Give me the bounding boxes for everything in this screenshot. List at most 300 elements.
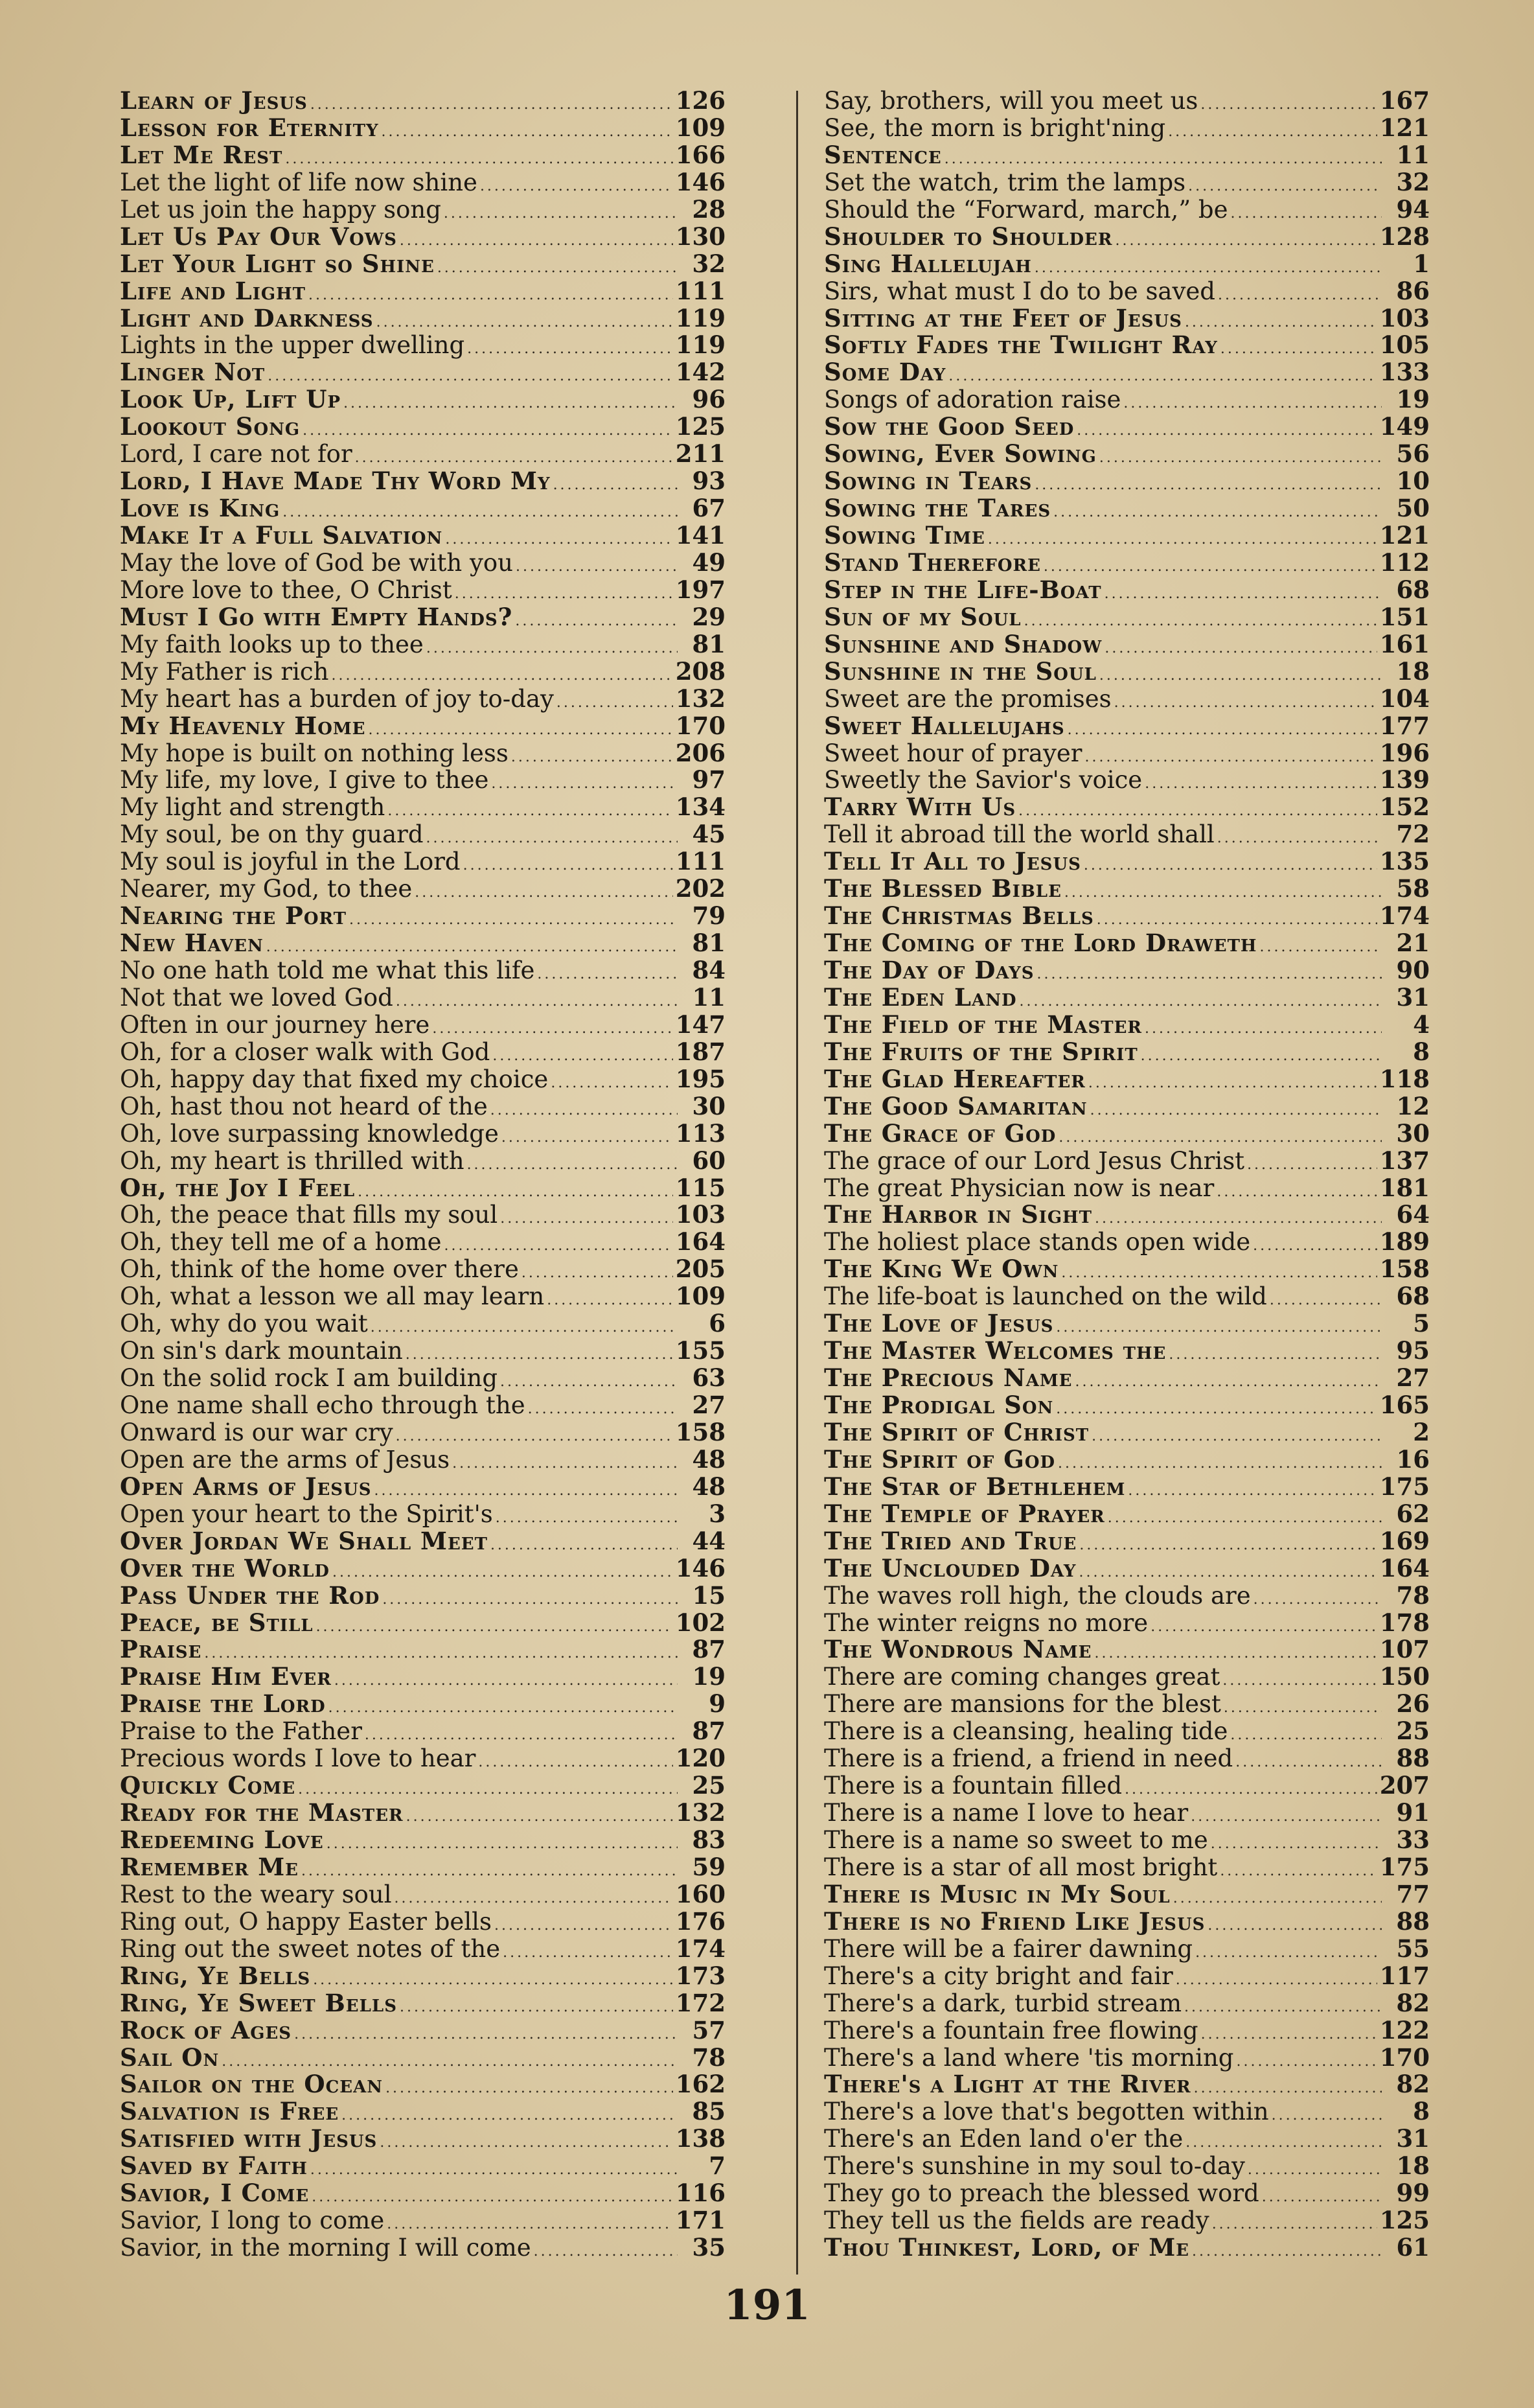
- dot-leader: [1169, 1341, 1382, 1369]
- entry-page-number: 27: [1396, 1363, 1430, 1393]
- entry-page-number: 11: [1396, 140, 1430, 169]
- dot-leader: [1235, 1749, 1382, 1776]
- entry-title: Ring, Ye Bells: [120, 1961, 311, 1990]
- index-entry: [120, 604, 726, 631]
- entry-page-number: 8: [1413, 2097, 1430, 2126]
- entry-title: Oh, why do you wait: [120, 1310, 368, 1338]
- index-entry: [120, 1229, 726, 1256]
- entry-page-number: 72: [1396, 820, 1430, 849]
- index-entry: [824, 169, 1430, 196]
- entry-page-number: 68: [1396, 575, 1430, 604]
- entry-title: Ring out, O happy Easter bells: [120, 1907, 492, 1936]
- dot-leader: [1092, 1423, 1382, 1450]
- entry-page-number: 97: [692, 765, 726, 794]
- entry-title: There's a dark, turbid stream: [824, 1989, 1182, 2017]
- entry-title: One name shall echo through the: [120, 1391, 525, 1419]
- index-entry: [120, 1392, 726, 1419]
- entry-page-number: 141: [675, 521, 726, 550]
- entry-title: Oh, hast thou not heard of the: [120, 1092, 488, 1120]
- entry-page-number: 146: [675, 1553, 726, 1582]
- entry-title: Ready for the Master: [120, 1798, 404, 1827]
- dot-leader: [382, 1586, 678, 1614]
- dot-leader: [1035, 472, 1382, 499]
- entry-page-number: 91: [1396, 1798, 1430, 1827]
- index-entry: [120, 1528, 726, 1555]
- entry-title: Often in our journey here: [120, 1010, 430, 1039]
- index-entry: [824, 1175, 1430, 1202]
- index-entry: [120, 278, 726, 305]
- index-entry: [120, 1827, 726, 1854]
- entry-title: The life-boat is launched on the wild: [824, 1282, 1267, 1311]
- index-entry: [120, 2098, 726, 2125]
- entry-page-number: 133: [1379, 358, 1430, 387]
- entry-title: The Prodigal Son: [824, 1391, 1054, 1419]
- dot-leader: [1108, 1505, 1382, 1532]
- entry-title: Ring, Ye Sweet Bells: [120, 1988, 397, 2017]
- dot-leader: [1272, 2102, 1382, 2129]
- entry-page-number: 25: [1396, 1717, 1430, 1746]
- entry-title: Lights in the upper dwelling: [120, 331, 465, 360]
- entry-title: Tell It All to Jesus: [824, 847, 1081, 876]
- entry-title: Sailor on the Ocean: [120, 2070, 384, 2099]
- index-entry: [824, 740, 1430, 767]
- entry-page-number: 116: [675, 2179, 726, 2208]
- entry-title: The Temple of Prayer: [824, 1499, 1105, 1528]
- dot-leader: [1191, 1803, 1382, 1831]
- dot-leader: [463, 852, 673, 879]
- dot-leader: [1200, 91, 1377, 119]
- entry-title: Look Up, Lift Up: [120, 385, 341, 414]
- index-entry: [824, 2207, 1430, 2234]
- index-entry: [824, 550, 1430, 577]
- entry-page-number: 119: [675, 303, 726, 332]
- entry-page-number: 32: [1396, 167, 1430, 196]
- entry-page-number: 79: [692, 901, 726, 931]
- index-entry: [824, 2234, 1430, 2262]
- entry-page-number: 169: [1379, 1526, 1430, 1555]
- dot-leader: [328, 1695, 678, 1722]
- entry-title: Sunshine in the Soul: [824, 656, 1097, 686]
- index-entry: [824, 495, 1430, 522]
- entry-page-number: 135: [1379, 847, 1430, 876]
- index-entry: [120, 1501, 726, 1528]
- index-entry: [120, 1256, 726, 1283]
- entry-page-number: 134: [675, 793, 726, 822]
- index-entry: [120, 332, 726, 359]
- dot-leader: [556, 689, 673, 717]
- index-entry: [120, 1908, 726, 1936]
- index-entry: [120, 1881, 726, 1908]
- entry-title: Make It a Full Salvation: [120, 521, 443, 550]
- entry-page-number: 105: [1379, 330, 1430, 360]
- dot-leader: [1037, 961, 1382, 988]
- entry-page-number: 111: [675, 847, 726, 876]
- index-entry: [120, 115, 726, 142]
- entry-page-number: 161: [1379, 629, 1430, 658]
- page-number: 191: [724, 2281, 810, 2330]
- entry-page-number: 48: [692, 1472, 726, 1501]
- dot-leader: [1211, 1831, 1382, 1858]
- index-entry: [120, 2207, 726, 2234]
- dot-leader: [334, 1667, 678, 1695]
- entry-title: Oh, happy day that fixed my choice: [120, 1065, 549, 1093]
- entry-page-number: 170: [1379, 2043, 1430, 2072]
- entry-title: Salvation is Free: [120, 2097, 339, 2126]
- dot-leader: [1217, 1179, 1377, 1206]
- entry-title: The Blessed Bible: [824, 874, 1062, 903]
- dot-leader: [553, 472, 678, 499]
- dot-leader: [501, 1124, 673, 1152]
- dot-leader: [1084, 852, 1377, 879]
- entry-page-number: 138: [675, 2124, 726, 2153]
- index-entry: [120, 87, 726, 115]
- index-entry: [120, 2180, 726, 2207]
- entry-page-number: 175: [1379, 1472, 1430, 1501]
- entry-title: Oh, the peace that fills my soul: [120, 1201, 498, 1229]
- entry-page-number: 171: [675, 2206, 726, 2235]
- entry-title: Not that we loved God: [120, 983, 393, 1012]
- entry-page-number: 115: [675, 1173, 726, 1202]
- index-entry: [120, 1310, 726, 1337]
- entry-page-number: 26: [1396, 1689, 1430, 1719]
- index-entry: [120, 1800, 726, 1827]
- entry-page-number: 187: [675, 1037, 726, 1066]
- entry-title: Tell it abroad till the world shall: [824, 820, 1215, 849]
- entry-page-number: 35: [692, 2233, 726, 2262]
- dot-leader: [1141, 1043, 1382, 1070]
- entry-page-number: 155: [675, 1336, 726, 1365]
- index-entry: [824, 658, 1430, 686]
- index-entry: [824, 1039, 1430, 1066]
- entry-title: Praise: [120, 1635, 202, 1664]
- entry-title: Praise to the Father: [120, 1717, 362, 1746]
- entry-title: There is a name I love to hear: [824, 1799, 1189, 1827]
- entry-page-number: 99: [1396, 2179, 1430, 2208]
- index-entry: [824, 332, 1430, 359]
- entry-page-number: 6: [709, 1309, 726, 1338]
- entry-title: Let the light of life now shine: [120, 168, 477, 196]
- index-entry: [824, 1201, 1430, 1229]
- entry-page-number: 149: [1379, 412, 1430, 441]
- entry-title: There is no Friend Like Jesus: [824, 1906, 1206, 1936]
- entry-title: Remember Me: [120, 1852, 299, 1881]
- entry-page-number: 18: [1396, 656, 1430, 686]
- index-entry: [120, 1093, 726, 1120]
- dot-leader: [1218, 282, 1382, 309]
- index-entry: [120, 169, 726, 196]
- entry-title: There's a love that's begotten within: [824, 2098, 1269, 2126]
- entry-title: Oh, they tell me of a home: [120, 1228, 442, 1256]
- entry-title: Quickly Come: [120, 1771, 296, 1800]
- index-entry: [120, 1283, 726, 1310]
- dot-leader: [1168, 119, 1377, 146]
- entry-page-number: 103: [675, 1200, 726, 1229]
- entry-page-number: 56: [1396, 439, 1430, 469]
- entry-page-number: 88: [1396, 1744, 1430, 1773]
- entry-page-number: 94: [1396, 194, 1430, 224]
- index-entry: [120, 1419, 726, 1446]
- entry-title: Precious words I love to hear: [120, 1744, 476, 1773]
- dot-leader: [1128, 1477, 1377, 1505]
- entry-title: New Haven: [120, 929, 264, 958]
- entry-title: The holiest place stands open wide: [824, 1228, 1251, 1256]
- dot-leader: [1222, 1667, 1377, 1695]
- entry-title: On sin's dark mountain: [120, 1337, 403, 1365]
- dot-leader: [426, 635, 678, 662]
- index-entry: [824, 713, 1430, 740]
- index-entry: [120, 1854, 726, 1881]
- dot-leader: [341, 2102, 678, 2129]
- entry-title: Light and Darkness: [120, 303, 374, 332]
- entry-page-number: 86: [1396, 276, 1430, 305]
- entry-page-number: 121: [1379, 521, 1430, 550]
- index-entry: [120, 794, 726, 821]
- dot-leader: [1224, 1695, 1382, 1722]
- dot-leader: [310, 2157, 678, 2184]
- entry-page-number: 132: [675, 684, 726, 713]
- entry-page-number: 103: [1379, 303, 1430, 332]
- index-entry: [120, 2153, 726, 2180]
- index-entry: [120, 196, 726, 224]
- dot-leader: [1220, 1858, 1377, 1885]
- dot-leader: [1220, 336, 1377, 363]
- dot-leader: [1056, 1396, 1377, 1423]
- entry-page-number: 170: [675, 711, 726, 740]
- dot-leader: [478, 1749, 672, 1776]
- entry-page-number: 211: [675, 439, 726, 469]
- index-entry: [120, 1148, 726, 1175]
- entry-title: They go to preach the blessed word: [824, 2179, 1259, 2208]
- index-entry: [824, 1337, 1430, 1365]
- entry-page-number: 7: [709, 2151, 726, 2181]
- entry-title: The Eden Land: [824, 982, 1017, 1012]
- entry-title: There's an Eden land o'er the: [824, 2125, 1184, 2153]
- dot-leader: [1064, 879, 1382, 907]
- entry-page-number: 122: [1379, 2015, 1430, 2044]
- entry-title: My hope is built on nothing less: [120, 739, 509, 767]
- index-entry: [824, 1582, 1430, 1610]
- index-entry: [120, 142, 726, 169]
- entry-title: Lookout Song: [120, 412, 301, 441]
- index-entry: [824, 2098, 1430, 2125]
- index-entry: [120, 468, 726, 495]
- dot-leader: [1075, 1369, 1382, 1396]
- index-entry: [824, 1881, 1430, 1908]
- index-entry: [120, 550, 726, 577]
- entry-title: There is a star of all most bright: [824, 1853, 1218, 1881]
- dot-leader: [1115, 227, 1377, 255]
- entry-page-number: 67: [692, 494, 726, 523]
- entry-page-number: 31: [1396, 982, 1430, 1012]
- entry-title: Praise the Lord: [120, 1689, 326, 1719]
- index-entry: [824, 1310, 1430, 1337]
- entry-page-number: 82: [1396, 1988, 1430, 2017]
- entry-page-number: 87: [692, 1717, 726, 1746]
- entry-title: Sweet hour of prayer: [824, 739, 1082, 767]
- dot-leader: [444, 200, 678, 227]
- entry-title: Ring out the sweet notes of the: [120, 1934, 501, 1963]
- entry-title: Sowing, Ever Sowing: [824, 439, 1097, 469]
- dot-leader: [496, 1505, 678, 1532]
- entry-title: The Harbor in Sight: [824, 1200, 1092, 1229]
- entry-page-number: 16: [1396, 1444, 1430, 1474]
- entry-page-number: 19: [692, 1662, 726, 1691]
- index-entry: [120, 740, 726, 767]
- index-entry: [120, 1446, 726, 1474]
- entry-title: The Glad Hereafter: [824, 1064, 1086, 1093]
- dot-leader: [511, 744, 673, 771]
- entry-page-number: 165: [1379, 1391, 1430, 1419]
- entry-title: Open are the arms of Jesus: [120, 1445, 450, 1474]
- entry-title: There is a name so sweet to me: [824, 1826, 1208, 1854]
- dot-leader: [382, 119, 673, 146]
- entry-title: On the solid rock I am building: [120, 1364, 498, 1393]
- dot-leader: [1079, 1532, 1377, 1559]
- index-entry: [824, 87, 1430, 115]
- entry-page-number: 45: [692, 820, 726, 849]
- entry-title: Saved by Faith: [120, 2151, 308, 2181]
- entry-title: Savior, in the morning I will come: [120, 2234, 531, 2262]
- entry-title: Linger Not: [120, 358, 266, 387]
- dot-leader: [1077, 417, 1377, 445]
- entry-title: Say, brothers, will you meet us: [824, 87, 1198, 115]
- entry-title: Nearer, my God, to thee: [120, 875, 413, 903]
- index-column-left: [120, 87, 726, 2262]
- index-entry: [120, 577, 726, 604]
- entry-title: Redeeming Love: [120, 1825, 324, 1854]
- entry-title: Thou Thinkest, Lord, of Me: [824, 2233, 1189, 2262]
- index-entry: [120, 1636, 726, 1663]
- entry-title: Let Your Light so Shine: [120, 249, 435, 278]
- index-entry: [824, 2044, 1430, 2072]
- entry-title: Should the “Forward, march,” be: [824, 195, 1228, 224]
- entry-page-number: 137: [1379, 1146, 1430, 1175]
- entry-title: The Grace of God: [824, 1118, 1057, 1148]
- index-entry: [120, 957, 726, 984]
- entry-page-number: 82: [1396, 2070, 1430, 2099]
- entry-page-number: 78: [692, 2043, 726, 2072]
- entry-page-number: 142: [675, 358, 726, 387]
- dot-leader: [294, 2021, 678, 2048]
- entry-page-number: 61: [1396, 2233, 1430, 2262]
- entry-page-number: 196: [1379, 738, 1430, 767]
- dot-leader: [503, 1939, 673, 1967]
- index-entry: [120, 441, 726, 468]
- entry-page-number: 109: [675, 1282, 726, 1311]
- entry-title: The Christmas Bells: [824, 901, 1094, 931]
- entry-page-number: 150: [1379, 1662, 1430, 1691]
- entry-title: Oh, think of the home over there: [120, 1255, 519, 1284]
- entry-title: My Heavenly Home: [120, 711, 366, 740]
- entry-title: The Precious Name: [824, 1363, 1073, 1393]
- dot-leader: [491, 770, 678, 798]
- index-column-right: [824, 87, 1430, 2262]
- dot-leader: [437, 255, 678, 282]
- entry-page-number: 83: [692, 1825, 726, 1854]
- dot-leader: [1099, 445, 1382, 472]
- entry-page-number: 126: [675, 86, 726, 115]
- entry-page-number: 87: [692, 1635, 726, 1664]
- entry-title: Step in the Life-Boat: [824, 575, 1102, 604]
- dot-leader: [385, 2075, 673, 2102]
- entry-page-number: 139: [1379, 765, 1430, 794]
- entry-title: My faith looks up to thee: [120, 630, 424, 658]
- entry-page-number: 55: [1396, 1934, 1430, 1963]
- entry-page-number: 113: [675, 1118, 726, 1148]
- index-entry: [120, 1039, 726, 1066]
- entry-title: There's a city bright and fair: [824, 1962, 1173, 1990]
- entry-page-number: 12: [1396, 1091, 1430, 1120]
- index-entry: [120, 1474, 726, 1501]
- entry-title: Sweet are the promises: [824, 684, 1112, 713]
- index-entry: [120, 386, 726, 413]
- entry-title: Peace, be Still: [120, 1608, 314, 1637]
- entry-title: The Day of Days: [824, 956, 1035, 984]
- entry-title: Life and Light: [120, 276, 306, 305]
- dot-leader: [406, 1803, 673, 1831]
- dot-leader: [1270, 1287, 1382, 1314]
- entry-page-number: 88: [1396, 1906, 1430, 1936]
- entry-page-number: 30: [692, 1091, 726, 1120]
- index-entry: [824, 604, 1430, 631]
- entry-title: The Good Samaritan: [824, 1091, 1088, 1120]
- entry-page-number: 176: [675, 1906, 726, 1936]
- entry-page-number: 4: [1413, 1010, 1430, 1039]
- entry-page-number: 96: [692, 385, 726, 414]
- entry-page-number: 8: [1413, 1037, 1430, 1066]
- index-entry: [824, 1256, 1430, 1283]
- dot-leader: [490, 1097, 678, 1124]
- index-entry: [824, 359, 1430, 386]
- index-entry: [824, 1365, 1430, 1392]
- index-entry: [120, 930, 726, 957]
- index-entry: [120, 1610, 726, 1637]
- dot-leader: [1192, 2238, 1382, 2265]
- entry-title: Sweet Hallelujahs: [824, 711, 1065, 740]
- index-entry: [824, 686, 1430, 713]
- entry-page-number: 120: [675, 1744, 726, 1773]
- index-entry: [824, 930, 1430, 957]
- entry-title: Lord, I care not for: [120, 440, 352, 469]
- entry-page-number: 78: [1396, 1580, 1430, 1610]
- entry-title: My heart has a burden of joy to-day: [120, 684, 554, 713]
- index-entry: [824, 386, 1430, 413]
- index-entry: [824, 903, 1430, 930]
- index-entry: [120, 1066, 726, 1093]
- entry-title: Savior, I long to come: [120, 2206, 385, 2235]
- entry-page-number: 158: [1379, 1255, 1430, 1284]
- dot-leader: [480, 173, 673, 200]
- entry-title: The waves roll high, the clouds are: [824, 1581, 1251, 1610]
- index-entry: [120, 1120, 726, 1148]
- dot-leader: [316, 1614, 673, 1641]
- index-entry: [120, 251, 726, 278]
- entry-page-number: 177: [1379, 711, 1430, 740]
- index-entry: [120, 875, 726, 903]
- entry-title: Let Us Pay Our Vows: [120, 222, 397, 251]
- index-entry: [120, 1175, 726, 1202]
- entry-page-number: 205: [675, 1255, 726, 1284]
- entry-title: No one hath told me what this life: [120, 956, 535, 984]
- dot-leader: [1088, 1070, 1377, 1097]
- index-entry: [824, 1501, 1430, 1528]
- index-entry: [120, 1663, 726, 1691]
- index-entry: [120, 1201, 726, 1229]
- entry-page-number: 48: [692, 1444, 726, 1474]
- dot-leader: [371, 1314, 678, 1341]
- entry-title: Sentence: [824, 140, 942, 169]
- entry-page-number: 28: [692, 194, 726, 224]
